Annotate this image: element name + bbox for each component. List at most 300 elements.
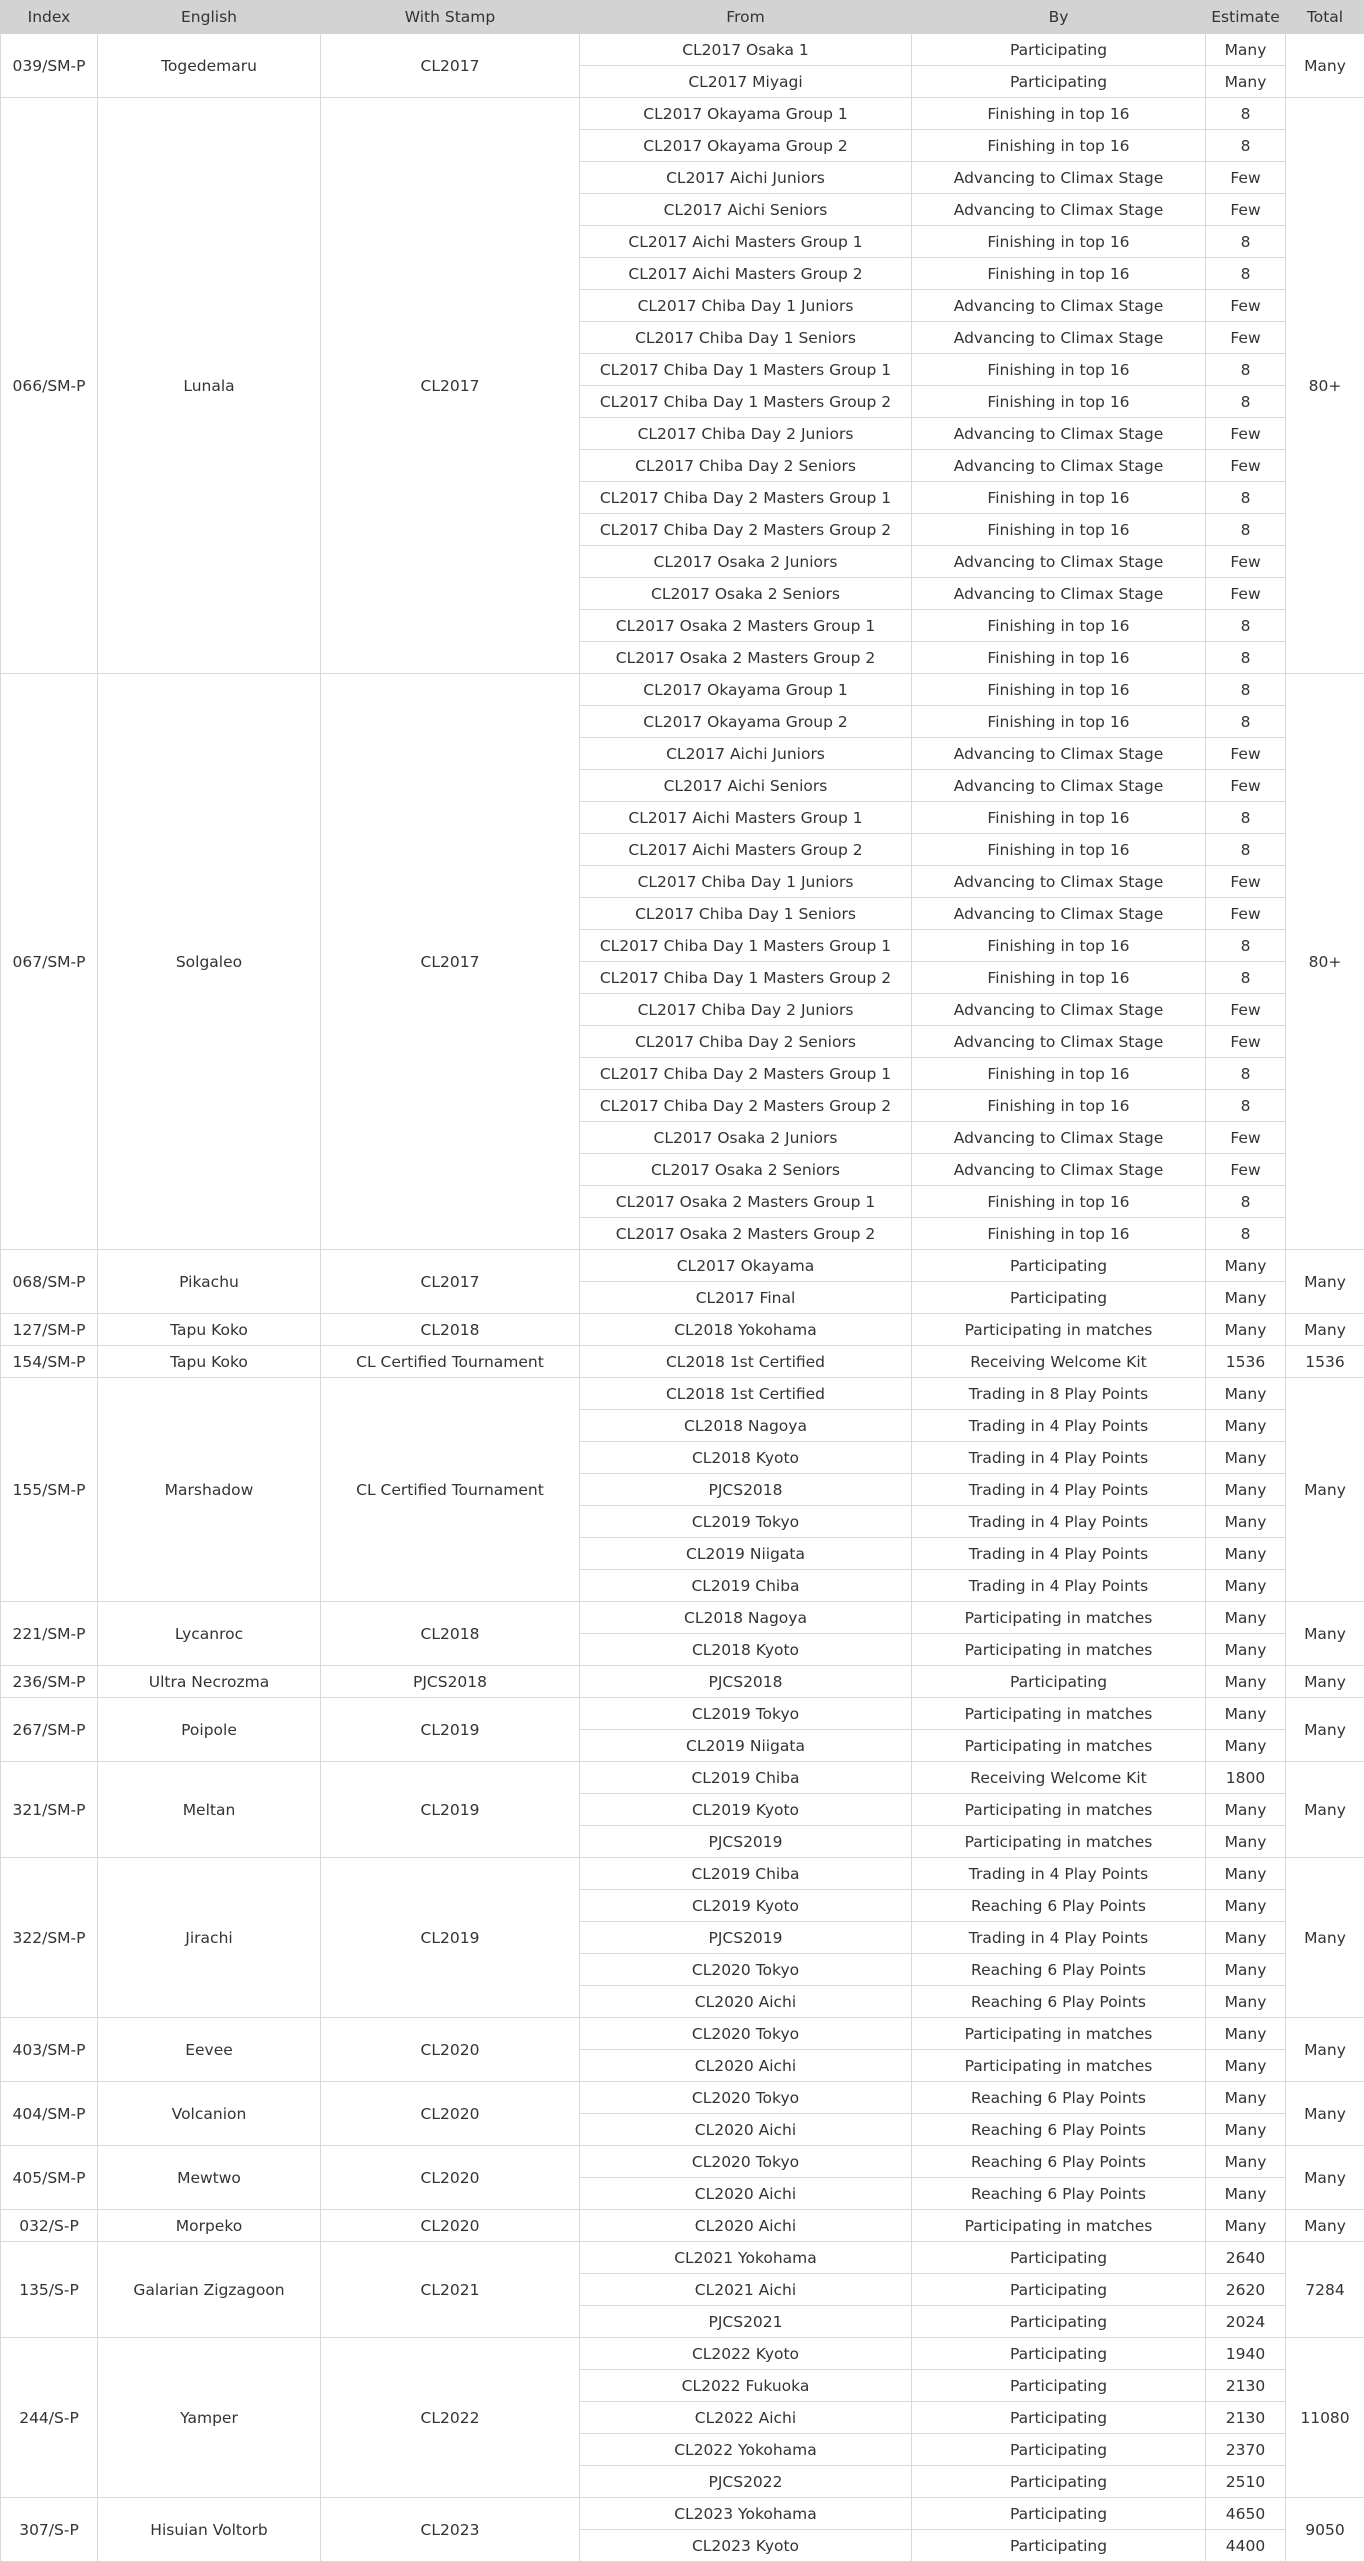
estimate-cell: 2370: [1206, 2434, 1286, 2466]
card-index-cell: 267/SM-P: [1, 1698, 98, 1762]
from-cell: CL2017 Chiba Day 2 Seniors: [580, 1026, 912, 1058]
by-cell: Finishing in top 16: [912, 610, 1206, 642]
by-cell: Participating: [912, 2338, 1206, 2370]
estimate-cell: Many: [1206, 1602, 1286, 1634]
by-cell: Finishing in top 16: [912, 1058, 1206, 1090]
from-cell: CL2018 Kyoto: [580, 1442, 912, 1474]
from-cell: CL2017 Chiba Day 1 Juniors: [580, 290, 912, 322]
from-cell: PJCS2018: [580, 1474, 912, 1506]
card-index-cell: 155/SM-P: [1, 1378, 98, 1602]
estimate-cell: Many: [1206, 66, 1286, 98]
by-cell: Participating: [912, 2466, 1206, 2498]
from-cell: CL2017 Aichi Seniors: [580, 770, 912, 802]
by-cell: Trading in 4 Play Points: [912, 1474, 1206, 1506]
from-cell: CL2017 Aichi Masters Group 2: [580, 258, 912, 290]
by-cell: Participating: [912, 1250, 1206, 1282]
estimate-cell: 8: [1206, 674, 1286, 706]
by-cell: Participating in matches: [912, 1602, 1206, 1634]
estimate-cell: 4400: [1206, 2530, 1286, 2562]
by-cell: Trading in 4 Play Points: [912, 1858, 1206, 1890]
estimate-cell: 8: [1206, 354, 1286, 386]
from-cell: PJCS2019: [580, 1922, 912, 1954]
total-cell: Many: [1286, 1698, 1364, 1762]
from-cell: CL2019 Kyoto: [580, 1794, 912, 1826]
total-cell: 1536: [1286, 1346, 1364, 1378]
by-cell: Receiving Welcome Kit: [912, 1762, 1206, 1794]
estimate-cell: Many: [1206, 2146, 1286, 2178]
estimate-cell: Many: [1206, 1442, 1286, 1474]
from-cell: PJCS2021: [580, 2306, 912, 2338]
from-cell: CL2017 Chiba Day 2 Masters Group 2: [580, 514, 912, 546]
card-index-cell: 322/SM-P: [1, 1858, 98, 2018]
total-cell: Many: [1286, 2082, 1364, 2146]
table-row: [1, 1346, 1364, 1378]
estimate-cell: Many: [1206, 1986, 1286, 2018]
table-row: [1, 2146, 1364, 2178]
from-cell: CL2017 Aichi Masters Group 1: [580, 802, 912, 834]
card-index-cell: 039/SM-P: [1, 34, 98, 98]
card-index-cell: 067/SM-P: [1, 674, 98, 1250]
estimate-cell: Few: [1206, 290, 1286, 322]
by-cell: Advancing to Climax Stage: [912, 770, 1206, 802]
total-cell: Many: [1286, 1858, 1364, 2018]
from-cell: CL2017 Okayama Group 1: [580, 674, 912, 706]
card-index-cell: 066/SM-P: [1, 98, 98, 674]
estimate-cell: Many: [1206, 2210, 1286, 2242]
from-cell: CL2017 Osaka 2 Masters Group 1: [580, 1186, 912, 1218]
estimate-cell: 8: [1206, 130, 1286, 162]
stamp-cell: CL2018: [321, 1602, 580, 1666]
by-cell: Finishing in top 16: [912, 642, 1206, 674]
table-row: [1, 2338, 1364, 2370]
by-cell: Reaching 6 Play Points: [912, 1954, 1206, 1986]
by-cell: Finishing in top 16: [912, 930, 1206, 962]
from-cell: CL2019 Kyoto: [580, 1890, 912, 1922]
estimate-cell: 8: [1206, 514, 1286, 546]
estimate-cell: 1800: [1206, 1762, 1286, 1794]
from-cell: CL2020 Aichi: [580, 2178, 912, 2210]
stamp-cell: CL2020: [321, 2082, 580, 2146]
table-row: [1, 1602, 1364, 1634]
from-cell: CL2017 Aichi Juniors: [580, 162, 912, 194]
from-cell: CL2022 Yokohama: [580, 2434, 912, 2466]
by-cell: Participating: [912, 2498, 1206, 2530]
by-cell: Participating: [912, 2242, 1206, 2274]
estimate-cell: Many: [1206, 1890, 1286, 1922]
by-cell: Participating: [912, 34, 1206, 66]
estimate-cell: Many: [1206, 1922, 1286, 1954]
estimate-cell: Many: [1206, 1826, 1286, 1858]
estimate-cell: 8: [1206, 1218, 1286, 1250]
estimate-cell: Many: [1206, 1282, 1286, 1314]
by-cell: Finishing in top 16: [912, 226, 1206, 258]
table-row: [1, 1698, 1364, 1730]
card-english-name-cell: Tapu Koko: [98, 1314, 321, 1346]
by-cell: Advancing to Climax Stage: [912, 1122, 1206, 1154]
by-cell: Participating in matches: [912, 2018, 1206, 2050]
from-cell: CL2018 Yokohama: [580, 1314, 912, 1346]
estimate-cell: 4650: [1206, 2498, 1286, 2530]
table-row: [1, 2210, 1364, 2242]
header-by: By: [912, 1, 1206, 34]
total-cell: 80+: [1286, 98, 1364, 674]
card-english-name-cell: Marshadow: [98, 1378, 321, 1602]
card-english-name-cell: Lycanroc: [98, 1602, 321, 1666]
table-row: [1, 1858, 1364, 1890]
estimate-cell: Few: [1206, 1026, 1286, 1058]
table-row: [1, 98, 1364, 130]
by-cell: Advancing to Climax Stage: [912, 546, 1206, 578]
estimate-cell: Many: [1206, 1506, 1286, 1538]
by-cell: Finishing in top 16: [912, 962, 1206, 994]
from-cell: CL2017 Chiba Day 1 Masters Group 1: [580, 930, 912, 962]
estimate-cell: Many: [1206, 1666, 1286, 1698]
from-cell: CL2020 Tokyo: [580, 2082, 912, 2114]
estimate-cell: 8: [1206, 930, 1286, 962]
estimate-cell: Few: [1206, 194, 1286, 226]
by-cell: Participating: [912, 2306, 1206, 2338]
estimate-cell: Many: [1206, 1474, 1286, 1506]
by-cell: Participating in matches: [912, 1698, 1206, 1730]
by-cell: Participating in matches: [912, 1314, 1206, 1346]
from-cell: CL2017 Osaka 2 Seniors: [580, 1154, 912, 1186]
stamp-cell: CL2017: [321, 34, 580, 98]
estimate-cell: Many: [1206, 1858, 1286, 1890]
by-cell: Advancing to Climax Stage: [912, 866, 1206, 898]
from-cell: PJCS2018: [580, 1666, 912, 1698]
card-index-cell: 135/S-P: [1, 2242, 98, 2338]
total-cell: Many: [1286, 1250, 1364, 1314]
by-cell: Finishing in top 16: [912, 514, 1206, 546]
from-cell: CL2019 Niigata: [580, 1730, 912, 1762]
card-english-name-cell: Ultra Necrozma: [98, 1666, 321, 1698]
from-cell: CL2021 Yokohama: [580, 2242, 912, 2274]
estimate-cell: Many: [1206, 2018, 1286, 2050]
stamp-cell: CL2018: [321, 1314, 580, 1346]
by-cell: Trading in 4 Play Points: [912, 1538, 1206, 1570]
stamp-cell: CL2022: [321, 2338, 580, 2498]
estimate-cell: 8: [1206, 258, 1286, 290]
by-cell: Advancing to Climax Stage: [912, 418, 1206, 450]
table-body: [1, 34, 1364, 2562]
header-with-stamp: With Stamp: [321, 1, 580, 34]
from-cell: CL2017 Chiba Day 2 Seniors: [580, 450, 912, 482]
estimate-cell: Many: [1206, 2050, 1286, 2082]
by-cell: Participating: [912, 1666, 1206, 1698]
by-cell: Finishing in top 16: [912, 482, 1206, 514]
from-cell: CL2022 Kyoto: [580, 2338, 912, 2370]
from-cell: CL2017 Aichi Masters Group 1: [580, 226, 912, 258]
stamp-cell: CL2019: [321, 1762, 580, 1858]
by-cell: Trading in 4 Play Points: [912, 1922, 1206, 1954]
stamp-cell: CL2019: [321, 1858, 580, 2018]
estimate-cell: Few: [1206, 1154, 1286, 1186]
estimate-cell: Many: [1206, 1378, 1286, 1410]
by-cell: Finishing in top 16: [912, 1218, 1206, 1250]
estimate-cell: Many: [1206, 1410, 1286, 1442]
estimate-cell: Many: [1206, 1538, 1286, 1570]
from-cell: CL2017 Okayama Group 2: [580, 706, 912, 738]
estimate-cell: 8: [1206, 98, 1286, 130]
by-cell: Participating in matches: [912, 2210, 1206, 2242]
stamp-cell: CL2023: [321, 2498, 580, 2562]
estimate-cell: 8: [1206, 386, 1286, 418]
total-cell: Many: [1286, 1314, 1364, 1346]
from-cell: CL2017 Osaka 2 Seniors: [580, 578, 912, 610]
card-english-name-cell: Meltan: [98, 1762, 321, 1858]
by-cell: Participating: [912, 1282, 1206, 1314]
card-english-name-cell: Jirachi: [98, 1858, 321, 2018]
from-cell: CL2017 Chiba Day 1 Masters Group 1: [580, 354, 912, 386]
total-cell: Many: [1286, 2146, 1364, 2210]
total-cell: Many: [1286, 1666, 1364, 1698]
estimate-cell: Many: [1206, 1634, 1286, 1666]
by-cell: Reaching 6 Play Points: [912, 1986, 1206, 2018]
card-english-name-cell: Lunala: [98, 98, 321, 674]
from-cell: CL2022 Aichi: [580, 2402, 912, 2434]
from-cell: CL2017 Chiba Day 2 Masters Group 2: [580, 1090, 912, 1122]
from-cell: CL2019 Chiba: [580, 1762, 912, 1794]
card-english-name-cell: Galarian Zigzagoon: [98, 2242, 321, 2338]
card-english-name-cell: Hisuian Voltorb: [98, 2498, 321, 2562]
table-row: [1, 674, 1364, 706]
by-cell: Advancing to Climax Stage: [912, 194, 1206, 226]
from-cell: CL2017 Chiba Day 1 Masters Group 2: [580, 386, 912, 418]
by-cell: Participating in matches: [912, 1826, 1206, 1858]
estimate-cell: Few: [1206, 738, 1286, 770]
card-index-cell: 032/S-P: [1, 2210, 98, 2242]
estimate-cell: 8: [1206, 610, 1286, 642]
by-cell: Participating: [912, 2370, 1206, 2402]
estimate-cell: Few: [1206, 770, 1286, 802]
stamp-cell: CL2020: [321, 2210, 580, 2242]
estimate-cell: Many: [1206, 1250, 1286, 1282]
estimate-cell: Many: [1206, 1314, 1286, 1346]
from-cell: CL2017 Okayama Group 2: [580, 130, 912, 162]
stamp-cell: CL2017: [321, 674, 580, 1250]
by-cell: Participating: [912, 2530, 1206, 2562]
stamp-cell: CL Certified Tournament: [321, 1346, 580, 1378]
estimate-cell: Many: [1206, 1794, 1286, 1826]
from-cell: CL2017 Chiba Day 2 Juniors: [580, 418, 912, 450]
table-row: [1, 1250, 1364, 1282]
by-cell: Finishing in top 16: [912, 98, 1206, 130]
by-cell: Advancing to Climax Stage: [912, 450, 1206, 482]
estimate-cell: Many: [1206, 1730, 1286, 1762]
estimate-cell: 8: [1206, 226, 1286, 258]
from-cell: CL2017 Chiba Day 2 Masters Group 1: [580, 482, 912, 514]
estimate-cell: 8: [1206, 962, 1286, 994]
by-cell: Advancing to Climax Stage: [912, 898, 1206, 930]
estimate-cell: 8: [1206, 482, 1286, 514]
by-cell: Finishing in top 16: [912, 386, 1206, 418]
card-english-name-cell: Solgaleo: [98, 674, 321, 1250]
from-cell: CL2020 Aichi: [580, 2050, 912, 2082]
card-english-name-cell: Eevee: [98, 2018, 321, 2082]
from-cell: CL2017 Aichi Juniors: [580, 738, 912, 770]
card-index-cell: 244/S-P: [1, 2338, 98, 2498]
by-cell: Reaching 6 Play Points: [912, 2146, 1206, 2178]
stamp-cell: CL2020: [321, 2146, 580, 2210]
from-cell: PJCS2022: [580, 2466, 912, 2498]
from-cell: CL2019 Chiba: [580, 1570, 912, 1602]
total-cell: 9050: [1286, 2498, 1364, 2562]
by-cell: Participating: [912, 2434, 1206, 2466]
card-english-name-cell: Mewtwo: [98, 2146, 321, 2210]
from-cell: CL2017 Final: [580, 1282, 912, 1314]
estimate-cell: Few: [1206, 546, 1286, 578]
by-cell: Finishing in top 16: [912, 1186, 1206, 1218]
estimate-cell: Few: [1206, 994, 1286, 1026]
by-cell: Finishing in top 16: [912, 674, 1206, 706]
by-cell: Trading in 4 Play Points: [912, 1410, 1206, 1442]
by-cell: Finishing in top 16: [912, 706, 1206, 738]
estimate-cell: 8: [1206, 642, 1286, 674]
estimate-cell: 8: [1206, 802, 1286, 834]
estimate-cell: 8: [1206, 706, 1286, 738]
estimate-cell: 8: [1206, 834, 1286, 866]
header-from: From: [580, 1, 912, 34]
from-cell: CL2017 Okayama Group 1: [580, 98, 912, 130]
total-cell: 7284: [1286, 2242, 1364, 2338]
estimate-cell: Few: [1206, 1122, 1286, 1154]
by-cell: Trading in 4 Play Points: [912, 1506, 1206, 1538]
table-row: [1, 1314, 1364, 1346]
by-cell: Participating in matches: [912, 1634, 1206, 1666]
by-cell: Reaching 6 Play Points: [912, 2178, 1206, 2210]
estimate-cell: Many: [1206, 1698, 1286, 1730]
header-total: Total: [1286, 1, 1364, 34]
estimate-cell: 2130: [1206, 2402, 1286, 2434]
estimate-cell: Few: [1206, 418, 1286, 450]
total-cell: Many: [1286, 2210, 1364, 2242]
by-cell: Receiving Welcome Kit: [912, 1346, 1206, 1378]
from-cell: CL2018 Kyoto: [580, 1634, 912, 1666]
estimate-cell: Few: [1206, 866, 1286, 898]
by-cell: Advancing to Climax Stage: [912, 162, 1206, 194]
total-cell: 80+: [1286, 674, 1364, 1250]
from-cell: CL2020 Tokyo: [580, 2146, 912, 2178]
by-cell: Reaching 6 Play Points: [912, 1890, 1206, 1922]
by-cell: Finishing in top 16: [912, 1090, 1206, 1122]
by-cell: Advancing to Climax Stage: [912, 1026, 1206, 1058]
table-row: [1, 1378, 1364, 1410]
from-cell: CL2017 Aichi Seniors: [580, 194, 912, 226]
estimate-cell: Many: [1206, 2082, 1286, 2114]
card-english-name-cell: Morpeko: [98, 2210, 321, 2242]
from-cell: CL2017 Okayama: [580, 1250, 912, 1282]
estimate-cell: Many: [1206, 1570, 1286, 1602]
estimate-cell: Few: [1206, 578, 1286, 610]
by-cell: Trading in 8 Play Points: [912, 1378, 1206, 1410]
estimate-cell: Few: [1206, 162, 1286, 194]
from-cell: CL2017 Chiba Day 1 Seniors: [580, 322, 912, 354]
estimate-cell: 2024: [1206, 2306, 1286, 2338]
from-cell: CL2017 Chiba Day 1 Seniors: [580, 898, 912, 930]
from-cell: CL2018 1st Certified: [580, 1378, 912, 1410]
from-cell: CL2020 Aichi: [580, 2114, 912, 2146]
from-cell: CL2017 Osaka 2 Juniors: [580, 1122, 912, 1154]
header-row: [1, 1, 1364, 34]
by-cell: Finishing in top 16: [912, 354, 1206, 386]
estimate-cell: Many: [1206, 2114, 1286, 2146]
from-cell: CL2017 Osaka 2 Masters Group 1: [580, 610, 912, 642]
header-estimate: Estimate: [1206, 1, 1286, 34]
from-cell: CL2020 Aichi: [580, 2210, 912, 2242]
by-cell: Participating in matches: [912, 1730, 1206, 1762]
by-cell: Finishing in top 16: [912, 802, 1206, 834]
stamp-cell: CL2019: [321, 1698, 580, 1762]
header-index: Index: [1, 1, 98, 34]
estimate-cell: 8: [1206, 1186, 1286, 1218]
card-index-cell: 236/SM-P: [1, 1666, 98, 1698]
by-cell: Finishing in top 16: [912, 258, 1206, 290]
by-cell: Participating: [912, 66, 1206, 98]
table-row: [1, 1666, 1364, 1698]
card-english-name-cell: Tapu Koko: [98, 1346, 321, 1378]
stamp-cell: CL2017: [321, 98, 580, 674]
estimate-cell: 8: [1206, 1058, 1286, 1090]
from-cell: CL2017 Miyagi: [580, 66, 912, 98]
stamp-cell: CL Certified Tournament: [321, 1378, 580, 1602]
by-cell: Reaching 6 Play Points: [912, 2082, 1206, 2114]
total-cell: Many: [1286, 1762, 1364, 1858]
from-cell: CL2017 Chiba Day 1 Masters Group 2: [580, 962, 912, 994]
card-index-cell: 403/SM-P: [1, 2018, 98, 2082]
estimate-cell: 2640: [1206, 2242, 1286, 2274]
estimate-cell: 1940: [1206, 2338, 1286, 2370]
by-cell: Participating in matches: [912, 2050, 1206, 2082]
by-cell: Advancing to Climax Stage: [912, 1154, 1206, 1186]
by-cell: Participating: [912, 2274, 1206, 2306]
by-cell: Trading in 4 Play Points: [912, 1570, 1206, 1602]
from-cell: CL2017 Osaka 1: [580, 34, 912, 66]
total-cell: Many: [1286, 2018, 1364, 2082]
card-english-name-cell: Pikachu: [98, 1250, 321, 1314]
from-cell: CL2017 Chiba Day 1 Juniors: [580, 866, 912, 898]
from-cell: CL2023 Kyoto: [580, 2530, 912, 2562]
by-cell: Advancing to Climax Stage: [912, 738, 1206, 770]
from-cell: CL2017 Osaka 2 Masters Group 2: [580, 1218, 912, 1250]
from-cell: CL2019 Chiba: [580, 1858, 912, 1890]
card-index-cell: 221/SM-P: [1, 1602, 98, 1666]
table-row: [1, 2498, 1364, 2530]
stamp-cell: CL2017: [321, 1250, 580, 1314]
from-cell: CL2017 Osaka 2 Masters Group 2: [580, 642, 912, 674]
from-cell: CL2021 Aichi: [580, 2274, 912, 2306]
from-cell: CL2019 Tokyo: [580, 1698, 912, 1730]
from-cell: CL2019 Tokyo: [580, 1506, 912, 1538]
table-row: [1, 2018, 1364, 2050]
by-cell: Participating in matches: [912, 1794, 1206, 1826]
by-cell: Reaching 6 Play Points: [912, 2114, 1206, 2146]
table-row: [1, 1762, 1364, 1794]
estimate-cell: Few: [1206, 450, 1286, 482]
table-row: [1, 2242, 1364, 2274]
total-cell: Many: [1286, 34, 1364, 98]
from-cell: CL2018 Nagoya: [580, 1602, 912, 1634]
card-index-cell: 404/SM-P: [1, 2082, 98, 2146]
estimate-cell: Few: [1206, 322, 1286, 354]
estimate-cell: 2130: [1206, 2370, 1286, 2402]
table-row: [1, 34, 1364, 66]
from-cell: CL2017 Chiba Day 2 Masters Group 1: [580, 1058, 912, 1090]
estimate-cell: Few: [1206, 898, 1286, 930]
from-cell: CL2020 Tokyo: [580, 1954, 912, 1986]
estimate-cell: 2510: [1206, 2466, 1286, 2498]
stamp-cell: PJCS2018: [321, 1666, 580, 1698]
table-row: [1, 2082, 1364, 2114]
